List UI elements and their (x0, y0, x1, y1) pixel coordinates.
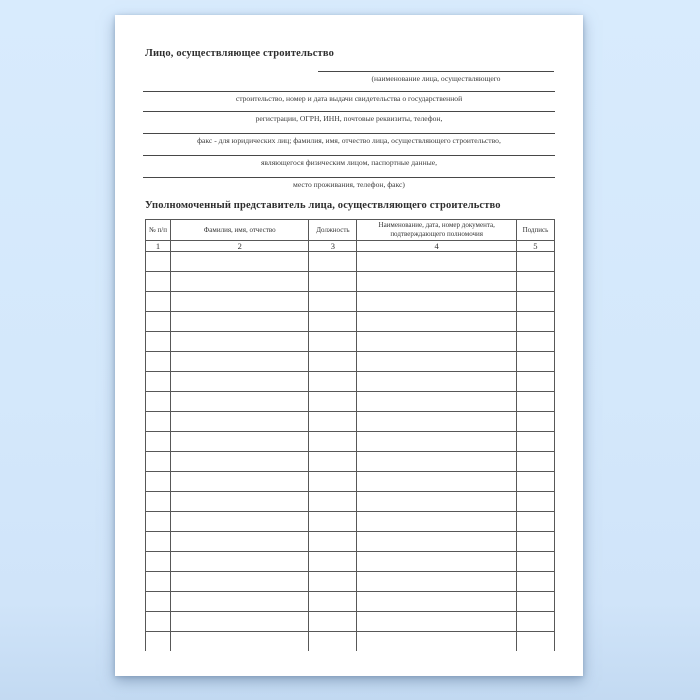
empty-cell (516, 592, 554, 612)
empty-cell (309, 532, 357, 552)
empty-cell (357, 332, 516, 352)
empty-cell (146, 332, 171, 352)
empty-cell (171, 252, 309, 272)
empty-cell (309, 612, 357, 632)
section-person-title: Лицо, осуществляющее строительство (145, 48, 334, 59)
table-row (146, 412, 555, 432)
fill-line-caption: (наименование лица, осуществляющего (371, 74, 501, 83)
empty-cell (146, 292, 171, 312)
empty-cell (146, 252, 171, 272)
empty-cell (357, 572, 516, 592)
table-row (146, 552, 555, 572)
empty-cell (516, 612, 554, 632)
table-header-cell: Наименование, дата, номер документа, подтверждающего полномочия (357, 220, 516, 241)
empty-cell (357, 452, 516, 472)
empty-cell (309, 352, 357, 372)
column-number-cell: 5 (516, 241, 554, 252)
empty-cell (171, 452, 309, 472)
table-row (146, 512, 555, 532)
column-number-cell: 3 (309, 241, 357, 252)
fill-line-caption: факс - для юридических лиц; фамилия, имя, отчество лица, осуществляющего строительство, (197, 136, 501, 145)
empty-cell (171, 552, 309, 572)
empty-cell (146, 592, 171, 612)
empty-cell (516, 352, 554, 372)
empty-cell (357, 532, 516, 552)
empty-cell (146, 412, 171, 432)
column-divider-stub (554, 631, 555, 651)
empty-cell (357, 312, 516, 332)
empty-cell (146, 432, 171, 452)
empty-cell (516, 332, 554, 352)
document-page (115, 15, 583, 676)
empty-cell (309, 392, 357, 412)
column-divider-stub (170, 631, 171, 651)
fill-rule (143, 91, 555, 92)
empty-cell (171, 512, 309, 532)
empty-cell (309, 512, 357, 532)
empty-cell (516, 512, 554, 532)
table-row (146, 572, 555, 592)
table-header-cell: Подпись (516, 220, 554, 241)
table-row (146, 532, 555, 552)
table-row (146, 352, 555, 372)
empty-cell (516, 532, 554, 552)
empty-cell (516, 552, 554, 572)
column-divider-stub (145, 631, 146, 651)
table-continuation-stub (145, 631, 555, 651)
empty-cell (146, 552, 171, 572)
empty-cell (146, 492, 171, 512)
empty-cell (357, 612, 516, 632)
empty-cell (171, 472, 309, 492)
empty-cell (516, 312, 554, 332)
empty-cell (357, 412, 516, 432)
fill-rule (143, 177, 555, 178)
fill-rule (318, 71, 554, 72)
empty-cell (146, 512, 171, 532)
fill-line-caption: место проживания, телефон, факс) (293, 180, 405, 189)
column-number-cell: 1 (146, 241, 171, 252)
empty-cell (171, 572, 309, 592)
empty-cell (357, 252, 516, 272)
empty-cell (309, 252, 357, 272)
empty-cell (309, 552, 357, 572)
table-row (146, 472, 555, 492)
empty-cell (516, 572, 554, 592)
empty-cell (171, 532, 309, 552)
empty-cell (516, 252, 554, 272)
empty-cell (516, 372, 554, 392)
empty-cell (171, 352, 309, 372)
table-row (146, 612, 555, 632)
empty-cell (171, 412, 309, 432)
empty-cell (309, 592, 357, 612)
column-divider-stub (308, 631, 309, 651)
empty-cell (171, 332, 309, 352)
empty-cell (146, 372, 171, 392)
empty-cell (171, 372, 309, 392)
empty-cell (146, 392, 171, 412)
table-row (146, 312, 555, 332)
empty-cell (309, 432, 357, 452)
empty-cell (146, 452, 171, 472)
table-row (146, 292, 555, 312)
empty-cell (357, 352, 516, 372)
empty-cell (309, 492, 357, 512)
empty-cell (357, 492, 516, 512)
empty-cell (357, 592, 516, 612)
table-row (146, 332, 555, 352)
fill-rule (143, 155, 555, 156)
empty-cell (357, 512, 516, 532)
empty-cell (357, 272, 516, 292)
empty-cell (171, 312, 309, 332)
empty-cell (309, 312, 357, 332)
table-row (146, 492, 555, 512)
column-divider-stub (516, 631, 517, 651)
fill-line-caption: регистрации, ОГРН, ИНН, почтовые реквизиты, телефон, (255, 114, 443, 123)
table-row (146, 592, 555, 612)
table-row (146, 272, 555, 292)
empty-cell (357, 372, 516, 392)
empty-cell (146, 612, 171, 632)
empty-cell (146, 352, 171, 372)
column-divider-stub (356, 631, 357, 651)
table-header-row (146, 220, 555, 241)
empty-cell (146, 572, 171, 592)
column-numbers-row (146, 241, 555, 252)
empty-cell (516, 432, 554, 452)
empty-cell (146, 472, 171, 492)
empty-cell (516, 472, 554, 492)
empty-cell (516, 452, 554, 472)
empty-cell (357, 552, 516, 572)
table-row (146, 372, 555, 392)
section-representative-title: Уполномоченный представитель лица, осуществляющего строительство (145, 200, 501, 211)
table-row (146, 392, 555, 412)
empty-cell (171, 492, 309, 512)
empty-cell (171, 272, 309, 292)
empty-cell (516, 392, 554, 412)
fill-line-caption: строительство, номер и дата выдачи свидетельства о государственной (235, 94, 463, 103)
table-row (146, 452, 555, 472)
empty-cell (171, 292, 309, 312)
empty-cell (516, 412, 554, 432)
empty-cell (309, 272, 357, 292)
table-header-cell: Фамилия, имя, отчество (171, 220, 309, 241)
empty-cell (309, 472, 357, 492)
empty-cell (357, 472, 516, 492)
fill-line-caption: являющегося физическим лицом, паспортные данные, (260, 158, 438, 167)
empty-cell (146, 532, 171, 552)
representatives-table (145, 219, 555, 632)
empty-cell (171, 592, 309, 612)
empty-cell (357, 292, 516, 312)
empty-cell (309, 332, 357, 352)
fill-rule (143, 111, 555, 112)
fill-rule (143, 133, 555, 134)
empty-cell (171, 432, 309, 452)
table-row (146, 252, 555, 272)
empty-cell (171, 392, 309, 412)
column-number-cell: 4 (357, 241, 516, 252)
empty-cell (146, 272, 171, 292)
empty-cell (309, 412, 357, 432)
table-header-cell: № п/п (146, 220, 171, 241)
table-row (146, 432, 555, 452)
table-header-cell: Должность (309, 220, 357, 241)
empty-cell (309, 372, 357, 392)
empty-cell (146, 312, 171, 332)
empty-cell (357, 392, 516, 412)
empty-cell (357, 432, 516, 452)
empty-cell (171, 612, 309, 632)
empty-cell (309, 452, 357, 472)
empty-cell (516, 292, 554, 312)
column-number-cell: 2 (171, 241, 309, 252)
empty-cell (516, 272, 554, 292)
empty-cell (309, 572, 357, 592)
empty-cell (309, 292, 357, 312)
empty-cell (516, 492, 554, 512)
